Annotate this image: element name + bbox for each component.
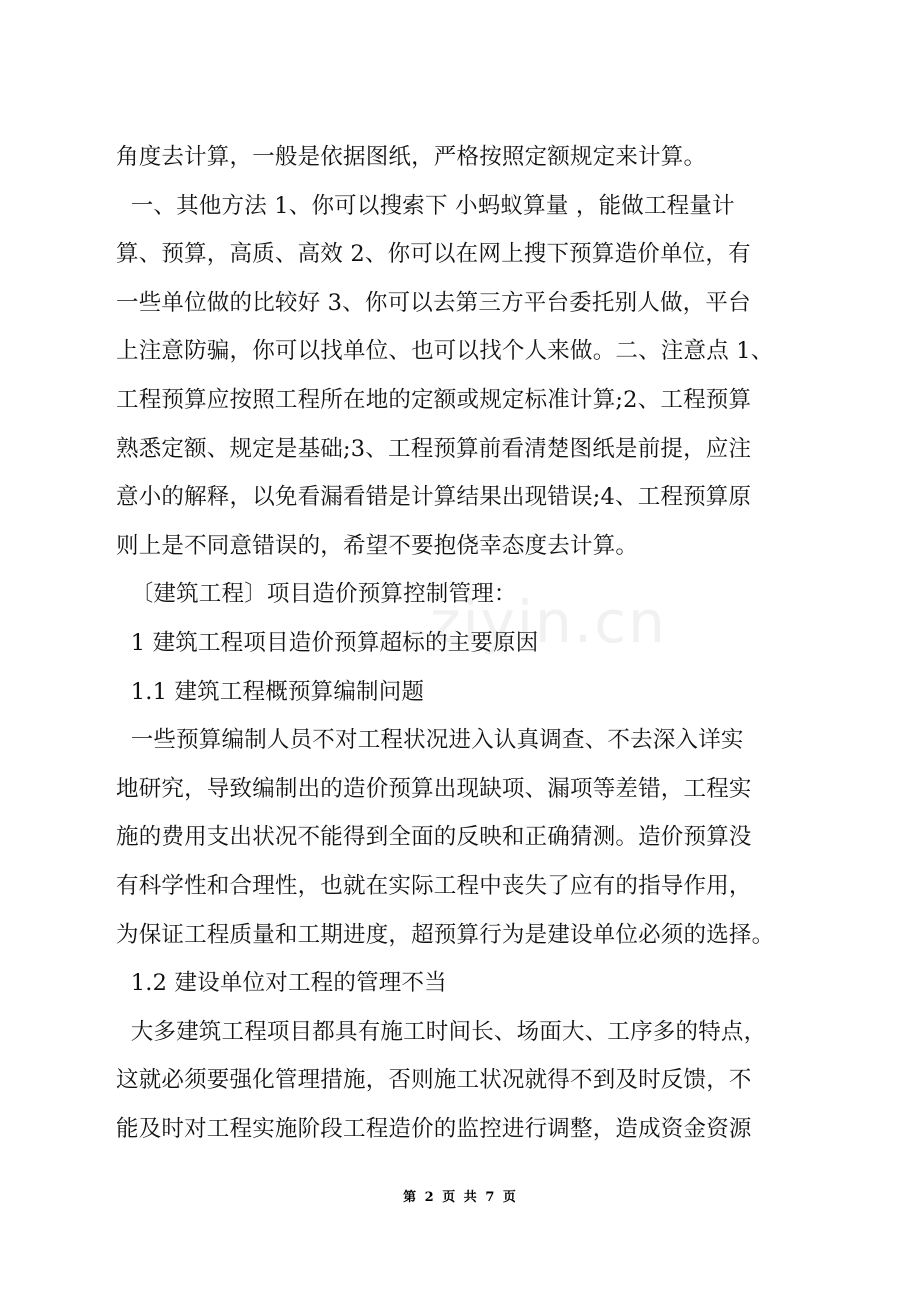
text-line-15: 施的费用支出状况不能得到全面的反映和正确猜测。造价预算没	[116, 824, 752, 851]
section-heading-1: 1 建筑工程项目造价预算超标的主要原因	[116, 629, 539, 656]
text-line-20: 这就必须要强化管理措施，否则施工状况就得不到及时反馈，不	[116, 1067, 752, 1094]
text-line-16: 有科学性和合理性，也就在实际工程中丧失了应有的指导作用，	[116, 872, 752, 899]
text-line-1: 角度去计算，一般是依据图纸，严格按照定额规定来计算。	[116, 144, 707, 170]
text-line-4: 一些单位做的比较好 3、你可以去第三方平台委托别人做，平台	[116, 289, 751, 316]
footer-suffix: 页	[502, 1190, 517, 1205]
footer-total-pages: 7	[485, 1190, 496, 1205]
footer-current-page: 2	[424, 1190, 435, 1205]
text-line-6: 工程预算应按照工程所在地的定额或规定标准计算;2、工程预算	[116, 386, 752, 413]
section-heading-1-2: 1.2 建设单位对工程的管理不当	[116, 970, 447, 997]
footer-prefix: 第	[403, 1190, 418, 1205]
document-body	[116, 133, 836, 1153]
section-heading-project: 〔建筑工程〕项目造价预算控制管理：	[116, 581, 517, 608]
page-footer	[0, 1186, 920, 1205]
watermark: ziyin.cn	[430, 588, 667, 656]
text-line-2: 一、其他方法 1、你可以搜索下 小蚂蚁算量 ，能做工程量计	[116, 192, 735, 219]
text-line-8: 意小的解释，以免看漏看错是计算结果出现错误;4、工程预算原	[116, 484, 752, 511]
text-line-19: 大多建筑工程项目都具有施工时间长、场面大、工序多的特点，	[116, 1018, 767, 1045]
text-line-13: 一些预算编制人员不对工程状况进入认真调查、不去深入详实	[116, 727, 744, 754]
text-line-21: 能及时对工程实施阶段工程造价的监控进行调整，造成资金资源	[116, 1115, 752, 1142]
text-line-7: 熟悉定额、规定是基础;3、工程预算前看清楚图纸是前提，应注	[116, 435, 752, 462]
footer-total-word: 共	[463, 1190, 478, 1205]
text-line-5: 上注意防骗，你可以找单位、也可以找个人来做。二、注意点 1、	[116, 338, 774, 365]
footer-page-word: 页	[442, 1190, 457, 1205]
section-heading-1-1: 1.1 建筑工程概预算编制问题	[116, 678, 425, 705]
text-line-9: 则上是不同意错误的，希望不要抱侥幸态度去计算。	[116, 532, 639, 559]
text-line-14: 地研究，导致编制出的造价预算出现缺项、漏项等差错，工程实	[116, 775, 752, 802]
text-line-3: 算、预算，高质、高效 2、你可以在网上搜下预算造价单位，有	[116, 241, 751, 268]
text-line-17: 为保证工程质量和工期进度，超预算行为是建设单位必须的选择。	[116, 921, 775, 948]
